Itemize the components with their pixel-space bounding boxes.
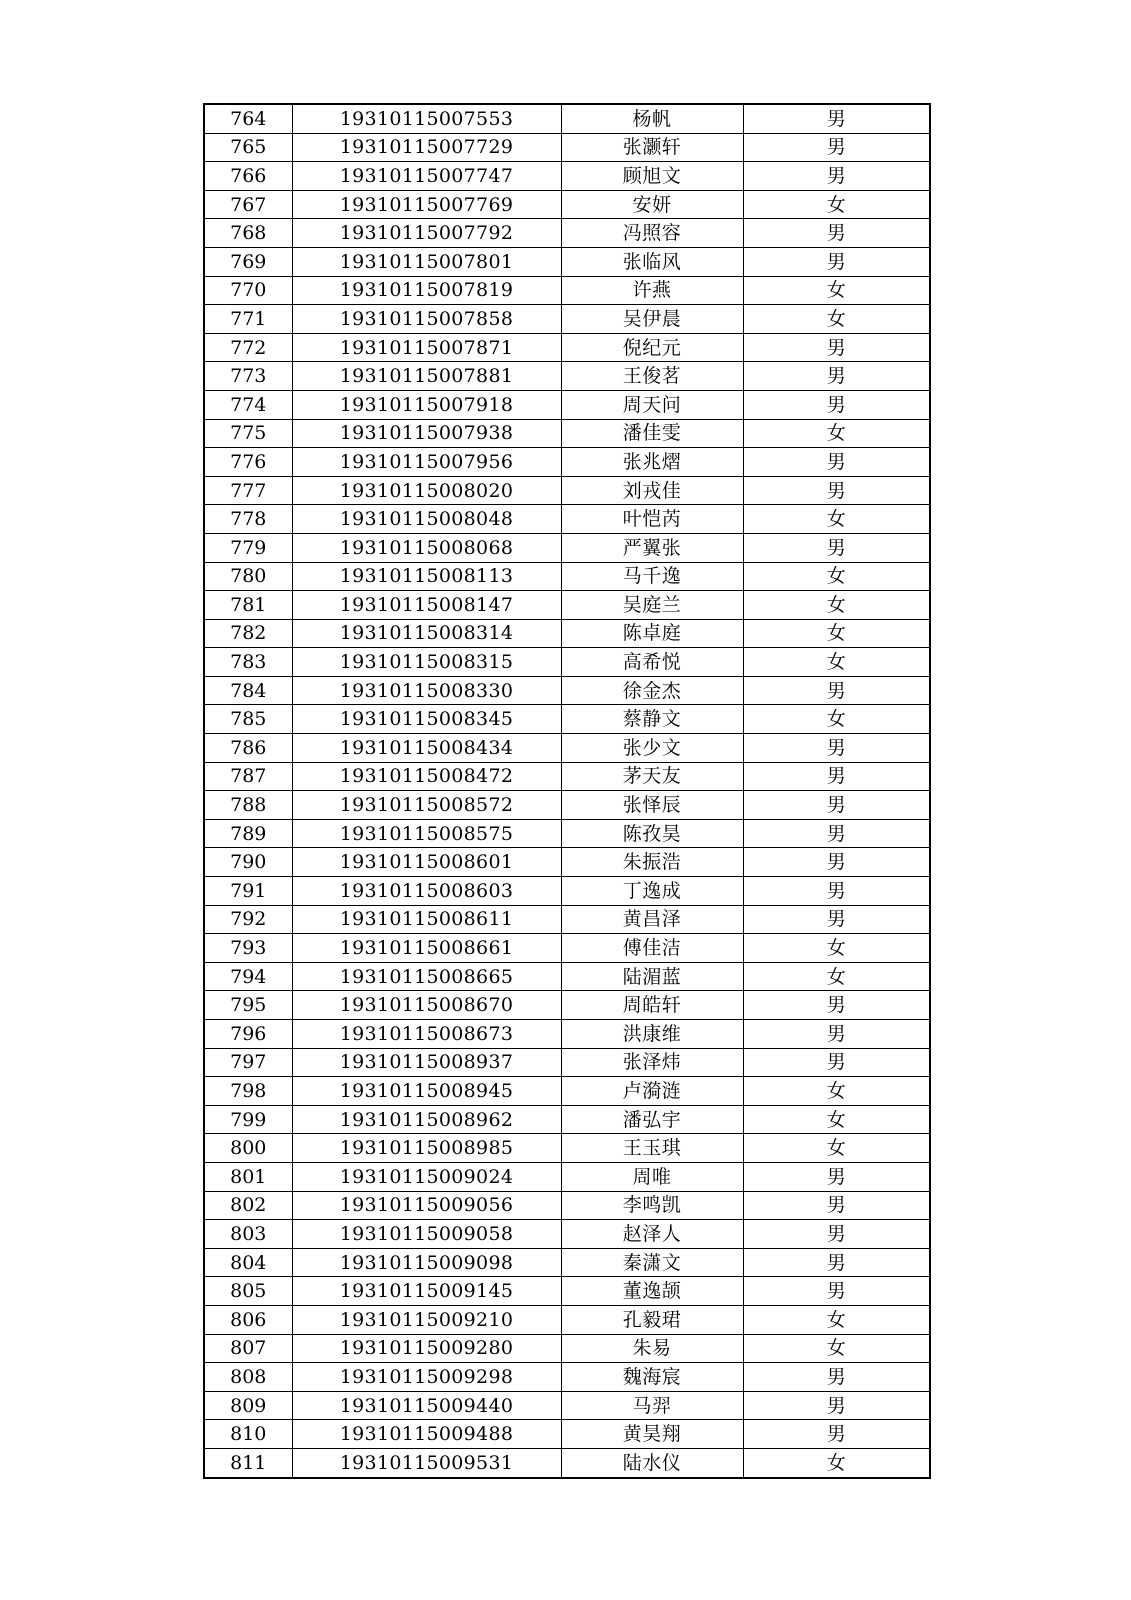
row-number-cell: 789 <box>204 819 292 848</box>
gender-cell: 女 <box>743 562 930 591</box>
gender-cell: 男 <box>743 390 930 419</box>
row-number-cell: 776 <box>204 448 292 477</box>
row-number-cell: 772 <box>204 333 292 362</box>
row-number-cell: 782 <box>204 619 292 648</box>
name-cell: 赵泽人 <box>561 1220 743 1249</box>
row-number-cell: 767 <box>204 190 292 219</box>
exam-number-cell: 19310115008472 <box>292 762 561 791</box>
exam-number-cell: 19310115007801 <box>292 247 561 276</box>
exam-number-cell: 19310115008962 <box>292 1105 561 1134</box>
name-cell: 吴庭兰 <box>561 591 743 620</box>
table-row <box>204 448 930 477</box>
exam-number-cell: 19310115008315 <box>292 648 561 677</box>
name-cell: 洪康维 <box>561 1020 743 1049</box>
row-number-cell: 775 <box>204 419 292 448</box>
table-row <box>204 877 930 906</box>
row-number-cell: 783 <box>204 648 292 677</box>
row-number-cell: 785 <box>204 705 292 734</box>
name-cell: 孔毅珺 <box>561 1305 743 1334</box>
exam-number-cell: 19310115008147 <box>292 591 561 620</box>
table-row <box>204 905 930 934</box>
name-cell: 朱易 <box>561 1334 743 1363</box>
exam-number-cell: 19310115007938 <box>292 419 561 448</box>
table-row <box>204 1448 930 1477</box>
table-row <box>204 1363 930 1392</box>
name-cell: 陈孜昊 <box>561 819 743 848</box>
gender-cell: 女 <box>743 648 930 677</box>
table-row <box>204 1305 930 1334</box>
row-number-cell: 798 <box>204 1077 292 1106</box>
gender-cell: 男 <box>743 1363 930 1392</box>
name-cell: 许燕 <box>561 276 743 305</box>
exam-number-cell: 19310115009098 <box>292 1248 561 1277</box>
gender-cell: 女 <box>743 305 930 334</box>
name-cell: 严翼张 <box>561 533 743 562</box>
gender-cell: 男 <box>743 333 930 362</box>
exam-number-cell: 19310115008670 <box>292 991 561 1020</box>
roster-table <box>203 103 931 1479</box>
row-number-cell: 802 <box>204 1191 292 1220</box>
exam-number-cell: 19310115009440 <box>292 1391 561 1420</box>
table-row <box>204 419 930 448</box>
gender-cell: 男 <box>743 162 930 191</box>
gender-cell: 女 <box>743 419 930 448</box>
gender-cell: 男 <box>743 877 930 906</box>
table-row <box>204 1105 930 1134</box>
row-number-cell: 811 <box>204 1448 292 1477</box>
name-cell: 丁逸成 <box>561 877 743 906</box>
row-number-cell: 768 <box>204 219 292 248</box>
gender-cell: 男 <box>743 476 930 505</box>
exam-number-cell: 19310115008945 <box>292 1077 561 1106</box>
name-cell: 周皓轩 <box>561 991 743 1020</box>
exam-number-cell: 19310115009298 <box>292 1363 561 1392</box>
row-number-cell: 766 <box>204 162 292 191</box>
table-row <box>204 190 930 219</box>
name-cell: 朱振浩 <box>561 848 743 877</box>
row-number-cell: 788 <box>204 791 292 820</box>
gender-cell: 男 <box>743 133 930 162</box>
table-row <box>204 962 930 991</box>
row-number-cell: 771 <box>204 305 292 334</box>
name-cell: 秦潇文 <box>561 1248 743 1277</box>
name-cell: 潘弘宇 <box>561 1105 743 1134</box>
exam-number-cell: 19310115007792 <box>292 219 561 248</box>
name-cell: 张灏轩 <box>561 133 743 162</box>
gender-cell: 男 <box>743 676 930 705</box>
table-row <box>204 705 930 734</box>
name-cell: 魏海宸 <box>561 1363 743 1392</box>
row-number-cell: 799 <box>204 1105 292 1134</box>
table-row <box>204 476 930 505</box>
name-cell: 张临风 <box>561 247 743 276</box>
name-cell: 陆湄蓝 <box>561 962 743 991</box>
table-row <box>204 505 930 534</box>
name-cell: 杨帆 <box>561 104 743 133</box>
gender-cell: 男 <box>743 104 930 133</box>
table-row <box>204 162 930 191</box>
table-row <box>204 648 930 677</box>
gender-cell: 女 <box>743 962 930 991</box>
row-number-cell: 801 <box>204 1162 292 1191</box>
table-row <box>204 247 930 276</box>
table-row <box>204 362 930 391</box>
gender-cell: 女 <box>743 1448 930 1477</box>
row-number-cell: 809 <box>204 1391 292 1420</box>
table-row <box>204 276 930 305</box>
exam-number-cell: 19310115007729 <box>292 133 561 162</box>
table-row <box>204 219 930 248</box>
name-cell: 周天问 <box>561 390 743 419</box>
name-cell: 马千逸 <box>561 562 743 591</box>
gender-cell: 女 <box>743 1077 930 1106</box>
row-number-cell: 792 <box>204 905 292 934</box>
exam-number-cell: 19310115007553 <box>292 104 561 133</box>
exam-number-cell: 19310115009280 <box>292 1334 561 1363</box>
row-number-cell: 795 <box>204 991 292 1020</box>
exam-number-cell: 19310115008575 <box>292 819 561 848</box>
gender-cell: 男 <box>743 1248 930 1277</box>
gender-cell: 女 <box>743 619 930 648</box>
row-number-cell: 793 <box>204 934 292 963</box>
table-row <box>204 533 930 562</box>
name-cell: 马羿 <box>561 1391 743 1420</box>
row-number-cell: 791 <box>204 877 292 906</box>
row-number-cell: 773 <box>204 362 292 391</box>
exam-number-cell: 19310115009024 <box>292 1162 561 1191</box>
gender-cell: 女 <box>743 1105 930 1134</box>
gender-cell: 女 <box>743 1134 930 1163</box>
row-number-cell: 787 <box>204 762 292 791</box>
row-number-cell: 777 <box>204 476 292 505</box>
gender-cell: 女 <box>743 1305 930 1334</box>
table-row <box>204 1020 930 1049</box>
exam-number-cell: 19310115007871 <box>292 333 561 362</box>
gender-cell: 女 <box>743 190 930 219</box>
gender-cell: 男 <box>743 219 930 248</box>
gender-cell: 男 <box>743 1277 930 1306</box>
row-number-cell: 810 <box>204 1420 292 1449</box>
name-cell: 傅佳洁 <box>561 934 743 963</box>
exam-number-cell: 19310115008572 <box>292 791 561 820</box>
table-row <box>204 791 930 820</box>
gender-cell: 女 <box>743 276 930 305</box>
row-number-cell: 780 <box>204 562 292 591</box>
name-cell: 安妍 <box>561 190 743 219</box>
row-number-cell: 779 <box>204 533 292 562</box>
gender-cell: 男 <box>743 1420 930 1449</box>
gender-cell: 女 <box>743 705 930 734</box>
row-number-cell: 778 <box>204 505 292 534</box>
name-cell: 黄昌泽 <box>561 905 743 934</box>
exam-number-cell: 19310115008434 <box>292 734 561 763</box>
row-number-cell: 769 <box>204 247 292 276</box>
exam-number-cell: 19310115009210 <box>292 1305 561 1334</box>
gender-cell: 女 <box>743 934 930 963</box>
gender-cell: 男 <box>743 247 930 276</box>
exam-number-cell: 19310115009056 <box>292 1191 561 1220</box>
roster-table-body <box>204 104 930 1478</box>
name-cell: 张怿辰 <box>561 791 743 820</box>
gender-cell: 男 <box>743 1220 930 1249</box>
name-cell: 陆水仪 <box>561 1448 743 1477</box>
exam-number-cell: 19310115007918 <box>292 390 561 419</box>
name-cell: 张少文 <box>561 734 743 763</box>
gender-cell: 男 <box>743 991 930 1020</box>
table-row <box>204 1391 930 1420</box>
exam-number-cell: 19310115008601 <box>292 848 561 877</box>
name-cell: 王玉琪 <box>561 1134 743 1163</box>
name-cell: 黄昊翔 <box>561 1420 743 1449</box>
gender-cell: 女 <box>743 505 930 534</box>
exam-number-cell: 19310115008113 <box>292 562 561 591</box>
row-number-cell: 804 <box>204 1248 292 1277</box>
row-number-cell: 794 <box>204 962 292 991</box>
exam-number-cell: 19310115008068 <box>292 533 561 562</box>
gender-cell: 女 <box>743 591 930 620</box>
table-row <box>204 734 930 763</box>
name-cell: 倪纪元 <box>561 333 743 362</box>
gender-cell: 男 <box>743 848 930 877</box>
table-row <box>204 390 930 419</box>
exam-number-cell: 19310115007819 <box>292 276 561 305</box>
row-number-cell: 803 <box>204 1220 292 1249</box>
table-row <box>204 305 930 334</box>
table-row <box>204 591 930 620</box>
table-row <box>204 934 930 963</box>
row-number-cell: 805 <box>204 1277 292 1306</box>
exam-number-cell: 19310115009058 <box>292 1220 561 1249</box>
row-number-cell: 770 <box>204 276 292 305</box>
table-row <box>204 1134 930 1163</box>
table-row <box>204 676 930 705</box>
name-cell: 张泽炜 <box>561 1048 743 1077</box>
gender-cell: 男 <box>743 1191 930 1220</box>
gender-cell: 男 <box>743 905 930 934</box>
row-number-cell: 784 <box>204 676 292 705</box>
gender-cell: 男 <box>743 762 930 791</box>
name-cell: 冯照容 <box>561 219 743 248</box>
row-number-cell: 800 <box>204 1134 292 1163</box>
row-number-cell: 797 <box>204 1048 292 1077</box>
exam-number-cell: 19310115008937 <box>292 1048 561 1077</box>
name-cell: 周唯 <box>561 1162 743 1191</box>
table-row <box>204 1220 930 1249</box>
exam-number-cell: 19310115009145 <box>292 1277 561 1306</box>
gender-cell: 男 <box>743 533 930 562</box>
exam-number-cell: 19310115008345 <box>292 705 561 734</box>
exam-number-cell: 19310115008661 <box>292 934 561 963</box>
table-row <box>204 762 930 791</box>
name-cell: 吴伊晨 <box>561 305 743 334</box>
table-row <box>204 104 930 133</box>
row-number-cell: 765 <box>204 133 292 162</box>
row-number-cell: 781 <box>204 591 292 620</box>
gender-cell: 男 <box>743 1391 930 1420</box>
row-number-cell: 790 <box>204 848 292 877</box>
table-row <box>204 1191 930 1220</box>
gender-cell: 男 <box>743 1020 930 1049</box>
gender-cell: 男 <box>743 362 930 391</box>
table-row <box>204 1077 930 1106</box>
table-row <box>204 991 930 1020</box>
gender-cell: 女 <box>743 1334 930 1363</box>
row-number-cell: 774 <box>204 390 292 419</box>
exam-number-cell: 19310115008673 <box>292 1020 561 1049</box>
exam-number-cell: 19310115007747 <box>292 162 561 191</box>
table-row <box>204 1334 930 1363</box>
exam-number-cell: 19310115008048 <box>292 505 561 534</box>
table-row <box>204 333 930 362</box>
exam-number-cell: 19310115009531 <box>292 1448 561 1477</box>
name-cell: 陈卓庭 <box>561 619 743 648</box>
exam-number-cell: 19310115008611 <box>292 905 561 934</box>
name-cell: 高希悦 <box>561 648 743 677</box>
name-cell: 李鸣凯 <box>561 1191 743 1220</box>
row-number-cell: 764 <box>204 104 292 133</box>
table-row <box>204 133 930 162</box>
row-number-cell: 806 <box>204 1305 292 1334</box>
name-cell: 卢漪涟 <box>561 1077 743 1106</box>
gender-cell: 男 <box>743 791 930 820</box>
table-row <box>204 819 930 848</box>
name-cell: 王俊茗 <box>561 362 743 391</box>
exam-number-cell: 19310115007858 <box>292 305 561 334</box>
gender-cell: 男 <box>743 1048 930 1077</box>
name-cell: 蔡静文 <box>561 705 743 734</box>
exam-number-cell: 19310115007881 <box>292 362 561 391</box>
table-row <box>204 619 930 648</box>
table-row <box>204 1248 930 1277</box>
exam-number-cell: 19310115007956 <box>292 448 561 477</box>
gender-cell: 男 <box>743 734 930 763</box>
name-cell: 叶恺芮 <box>561 505 743 534</box>
table-row <box>204 848 930 877</box>
row-number-cell: 786 <box>204 734 292 763</box>
name-cell: 茅天友 <box>561 762 743 791</box>
exam-number-cell: 19310115008020 <box>292 476 561 505</box>
table-row <box>204 562 930 591</box>
gender-cell: 男 <box>743 1162 930 1191</box>
exam-number-cell: 19310115008985 <box>292 1134 561 1163</box>
exam-number-cell: 19310115007769 <box>292 190 561 219</box>
exam-number-cell: 19310115008330 <box>292 676 561 705</box>
table-row <box>204 1420 930 1449</box>
gender-cell: 男 <box>743 448 930 477</box>
row-number-cell: 808 <box>204 1363 292 1392</box>
gender-cell: 男 <box>743 819 930 848</box>
table-row <box>204 1162 930 1191</box>
table-row <box>204 1048 930 1077</box>
name-cell: 董逸颉 <box>561 1277 743 1306</box>
name-cell: 徐金杰 <box>561 676 743 705</box>
name-cell: 潘佳雯 <box>561 419 743 448</box>
name-cell: 刘戎佳 <box>561 476 743 505</box>
exam-number-cell: 19310115009488 <box>292 1420 561 1449</box>
exam-number-cell: 19310115008665 <box>292 962 561 991</box>
name-cell: 张兆熠 <box>561 448 743 477</box>
name-cell: 顾旭文 <box>561 162 743 191</box>
row-number-cell: 807 <box>204 1334 292 1363</box>
exam-number-cell: 19310115008603 <box>292 877 561 906</box>
table-row <box>204 1277 930 1306</box>
exam-number-cell: 19310115008314 <box>292 619 561 648</box>
row-number-cell: 796 <box>204 1020 292 1049</box>
